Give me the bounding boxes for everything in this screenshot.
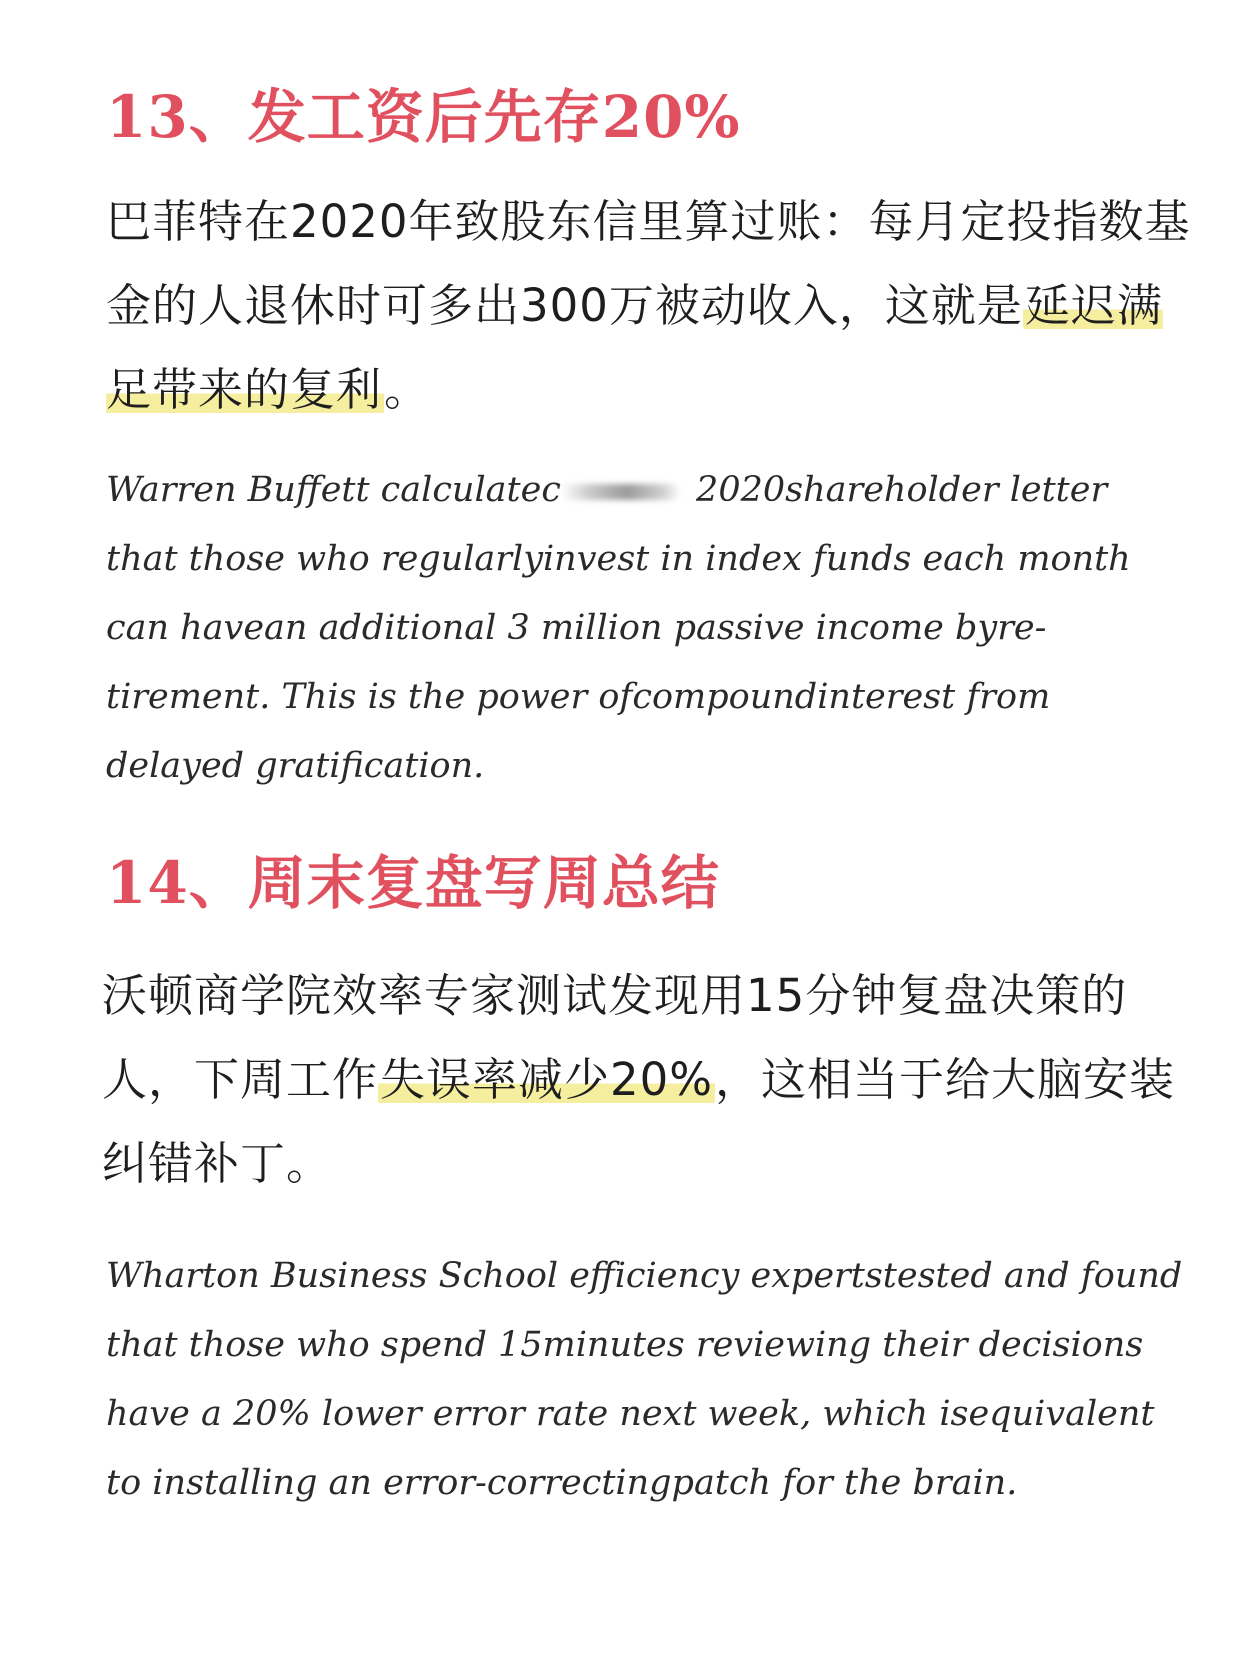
section-14-chinese-text: 沃顿商学院效率专家测试发现用15分钟复盘决策的人，下周工作 [102,969,1128,1106]
section-13-chinese-end: 。 [384,363,431,416]
section-14-highlight: 失误率减少20% [380,1053,714,1106]
section-13-english-paragraph [106,456,1186,801]
section-13-english-text-start: Warren Buffett calculatec [106,470,561,510]
section-13-english-text-end: 2020shareholder letter that those who regularlyinvest in index funds each month can havean additional 3 million passive income byre-tirement. This is the power ofcompoundinterest from delayed gratification. [106,470,1131,786]
section-13-chinese-paragraph [106,180,1206,432]
section-14-heading: 14、周末复盘写周总结 [106,849,720,917]
section-13-chinese-text: 巴菲特在2020年致股东信里算过账：每月定投指数基金的人退休时可多出300万被动收入，这就是 [106,195,1191,332]
section-14-chinese-end: ，这相当于给大脑安装纠错补丁。 [102,1053,1176,1190]
section-14-english-paragraph: Wharton Business School efficiency expertstested and found that those who spend 15minutes reviewing their decisions have a 20% lower error rate next week, which isequivalent to installing an error-correctingpatch for the brain. [106,1256,1183,1503]
blurred-redaction [561,484,681,500]
section-13-heading: 13、发工资后先存20% [106,83,741,151]
section-14-chinese-paragraph [102,954,1202,1206]
section-13-highlight: 延迟满足带来的复利 [106,279,1163,416]
